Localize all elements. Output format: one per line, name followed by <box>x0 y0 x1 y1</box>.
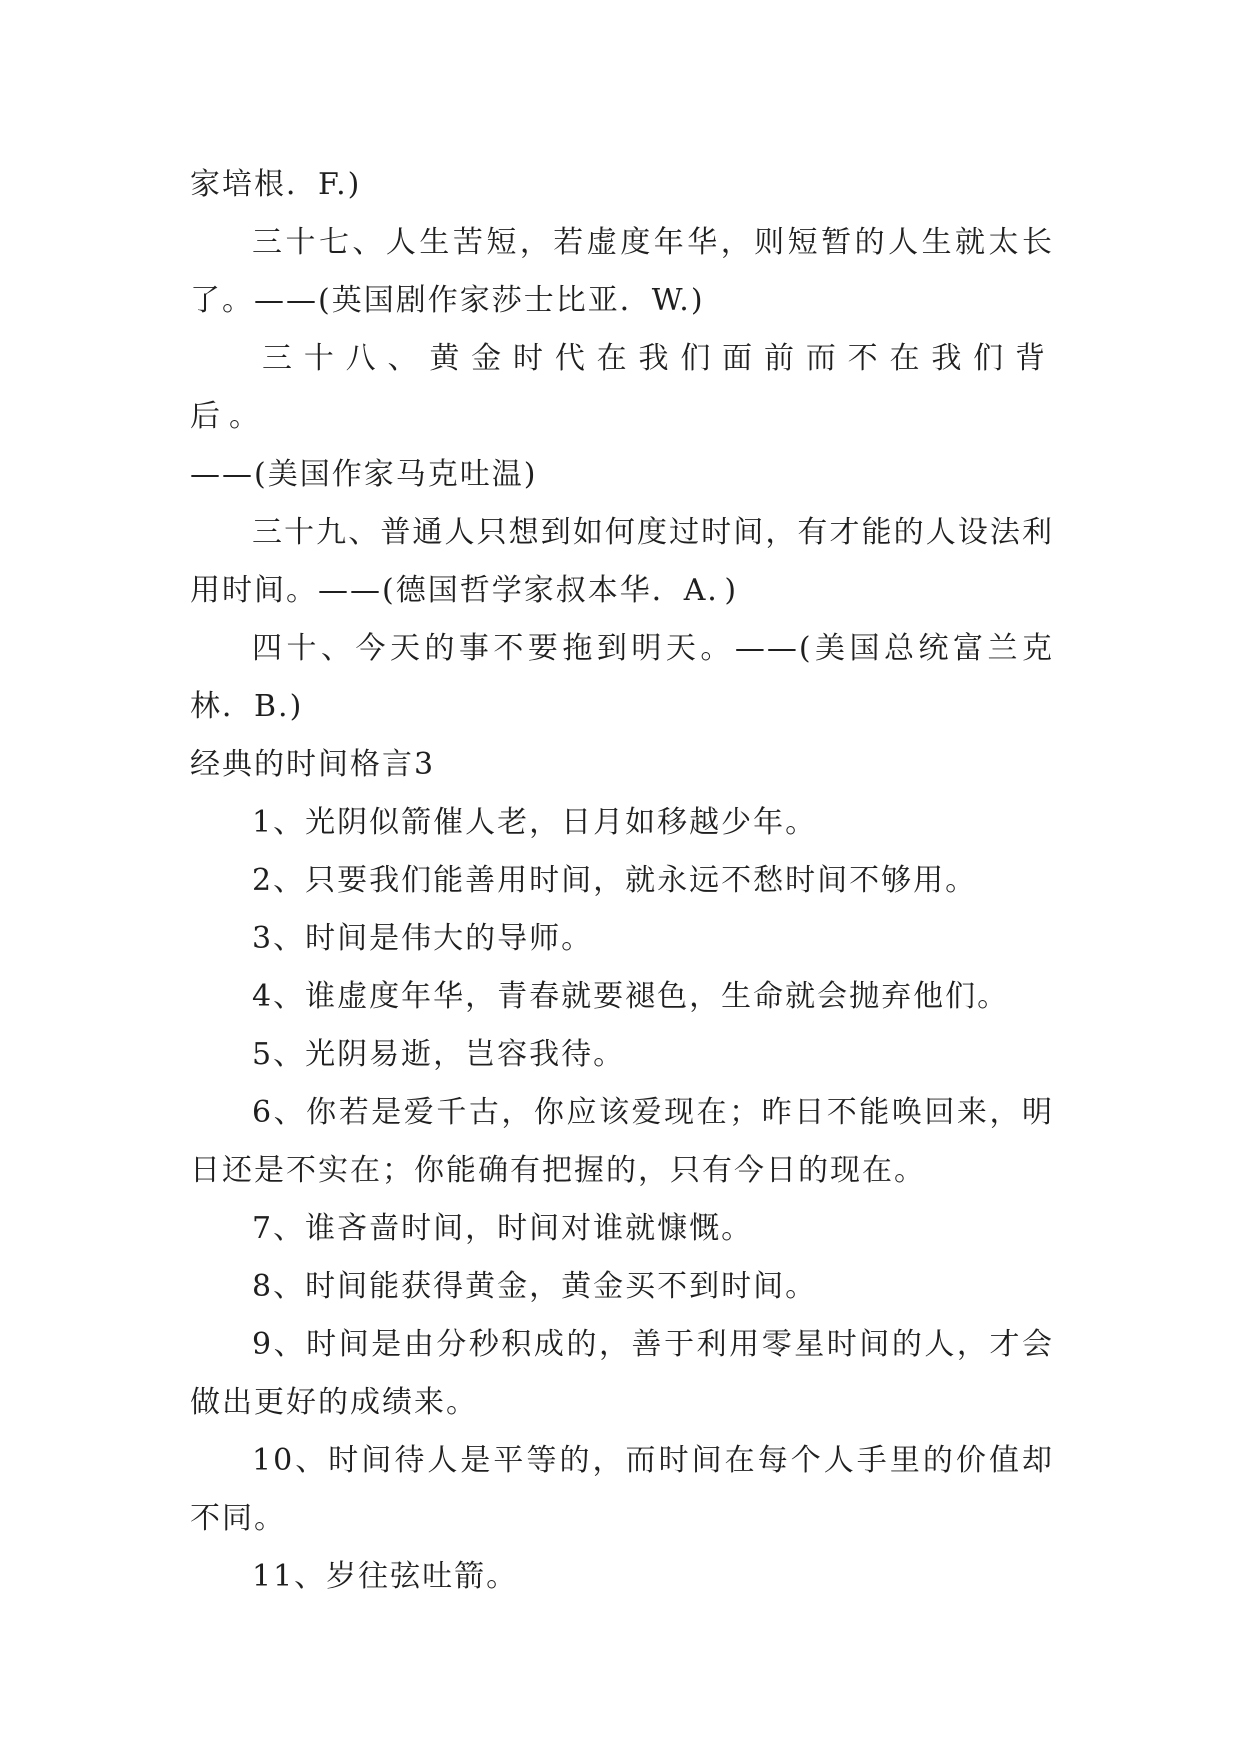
paragraph-quote-39: 三十九、普通人只想到如何度过时间，有才能的人设法利用时间。——(德国哲学家叔本华．A．) <box>190 515 1054 608</box>
paragraph-quote-40: 四十、今天的事不要拖到明天。——(美国总统富兰克林．B.) <box>190 631 1054 724</box>
list-item-1: 1、光阴似箭催人老，日月如移越少年。 <box>252 805 818 840</box>
list-item-8: 8、时间能获得黄金，黄金买不到时间。 <box>252 1269 818 1304</box>
paragraph-quote-38-attribution: ——(美国作家马克吐温) <box>190 457 538 492</box>
list-item-10: 10、时间待人是平等的，而时间在每个人手里的价值却不同。 <box>190 1443 1054 1536</box>
list-item-3: 3、时间是伟大的导师。 <box>252 921 594 956</box>
list-item-6: 6、你若是爱千古，你应该爱现在；昨日不能唤回来，明日还是不实在；你能确有把握的，只有今日的现在。 <box>190 1095 1054 1188</box>
list-item-7: 7、谁吝啬时间，时间对谁就慷慨。 <box>252 1211 754 1246</box>
paragraph-continuation: 家培根．F.) <box>190 167 362 202</box>
paragraph-quote-37: 三十七、人生苦短，若虚度年华，则短暂的人生就太长了。——(英国剧作家莎士比亚．W.) <box>190 225 1054 318</box>
section-heading: 经典的时间格言3 <box>190 747 436 782</box>
list-item-4: 4、谁虚度年华，青春就要褪色，生命就会抛弃他们。 <box>252 979 1010 1014</box>
list-item-9: 9、时间是由分秒积成的，善于利用零星时间的人，才会做出更好的成绩来。 <box>190 1327 1054 1420</box>
list-item-2: 2、只要我们能善用时间，就永远不愁时间不够用。 <box>252 863 978 898</box>
list-item-11: 11、岁往弦吐箭。 <box>252 1559 519 1594</box>
paragraph-quote-38: 三十八、黄金时代在我们面前而不在我们背后。 <box>190 341 1054 434</box>
list-item-5: 5、光阴易逝，岂容我待。 <box>252 1037 626 1072</box>
document-body <box>190 156 1054 1606</box>
